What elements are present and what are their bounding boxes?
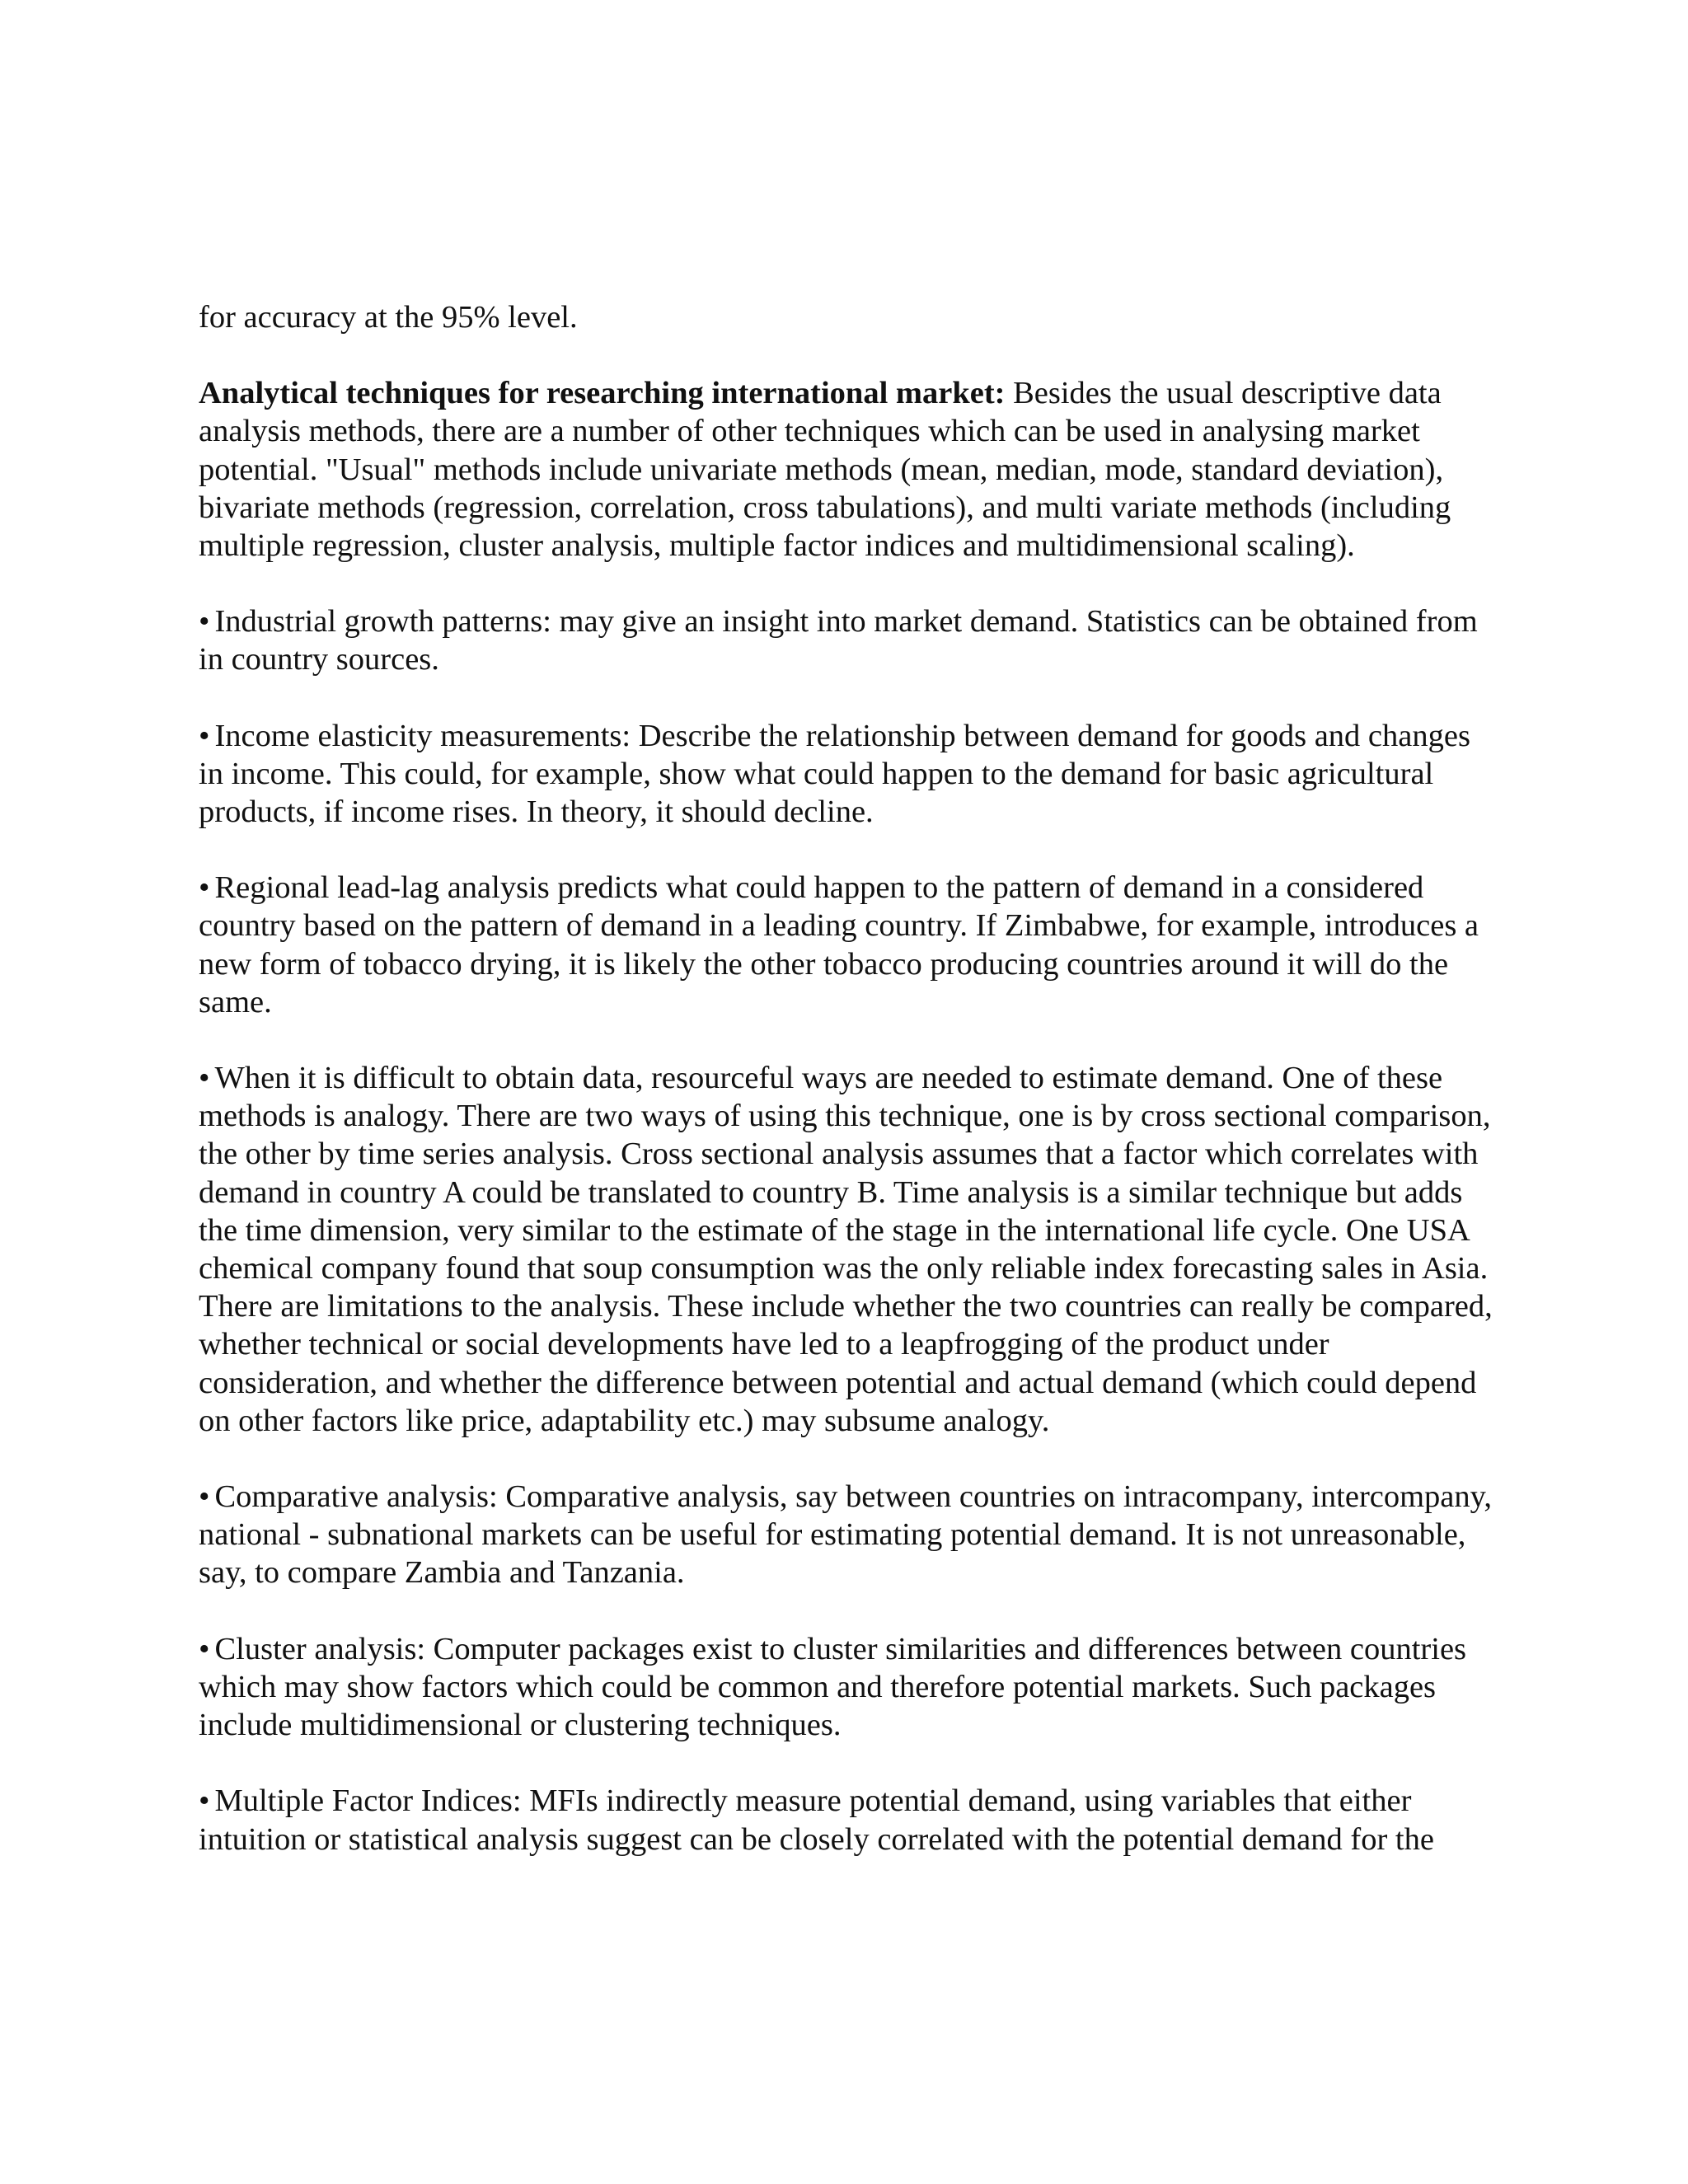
bullet-text: When it is difficult to obtain data, resourceful ways are needed to estimate demand. One of these methods is analogy. There are two ways of using this technique, one is by cross sectional comparison, the other by time series analysis. Cross sectional analysis assumes that a factor which correlates with demand in country A could be translated to country B. Time analysis is a similar technique but adds the time dimension, very similar to the estimate of the stage in the international life cycle. One USA chemical company found that soup consumption was the only reliable index forecasting sales in Asia. There are limitations to the analysis. These include whether the two countries can really be compared, whether technical or social developments have led to a leapfrogging of the product under consideration, and whether the difference between potential and actual demand (which could depend on other factors like price, adaptability etc.) may subsume analogy. bbox=[199, 1061, 1493, 1438]
intro-heading: Analytical techniques for researching international market: bbox=[199, 376, 1006, 411]
intro-paragraph bbox=[199, 374, 1493, 565]
bullet-multiple-factor-indices bbox=[199, 1782, 1493, 1858]
bullet-industrial-growth bbox=[199, 602, 1493, 678]
bullet-icon: • bbox=[199, 1631, 210, 1666]
bullet-comparative-analysis bbox=[199, 1478, 1493, 1592]
bullet-icon: • bbox=[199, 1479, 210, 1515]
bullet-text: Cluster analysis: Computer packages exist to cluster similarities and differences between countries which may show factors which could be common and therefore potential markets. Such packages include multidimensional or clustering techniques. bbox=[199, 1631, 1467, 1743]
bullet-text: Regional lead-lag analysis predicts what could happen to the pattern of demand in a considered country based on the pattern of demand in a leading country. If Zimbabwe, for example, introduces a new form of tobacco drying, it is likely the other tobacco producing countries around it will do the same. bbox=[199, 870, 1479, 1019]
bullet-analogy bbox=[199, 1059, 1493, 1440]
bullet-icon: • bbox=[199, 870, 210, 906]
bullet-cluster-analysis bbox=[199, 1630, 1493, 1745]
bullet-income-elasticity bbox=[199, 717, 1493, 832]
bullet-text: Multiple Factor Indices: MFIs indirectly measure potential demand, using variables that either intuition or statistical analysis suggest can be closely correlated with the potential demand for the bbox=[199, 1783, 1434, 1857]
bullet-icon: • bbox=[199, 1061, 210, 1096]
bullet-text: Comparative analysis: Comparative analysis, say between countries on intracompany, intercompany, national - subnational markets can be useful for estimating potential demand. It is not unreasonable, say, to compare Zambia and Tanzania. bbox=[199, 1479, 1493, 1591]
document-body bbox=[199, 298, 1493, 1896]
bullet-icon: • bbox=[199, 718, 210, 753]
bullet-text: Income elasticity measurements: Describe the relationship between demand for goods and changes in income. This could, for example, show what could happen to the demand for basic agricultural products, if income rises. In theory, it should decline. bbox=[199, 718, 1470, 830]
intro-text: Besides the usual descriptive data analysis methods, there are a number of other techniques which can be used in analysing market potential. "Usual" methods include univariate methods (mean, median, mode, standard deviation), bivariate methods (regression, correlation, cross tabulations), and multi variate methods (including multiple regression, cluster analysis, multiple factor indices and multidimensional scaling). bbox=[199, 376, 1451, 564]
bullet-icon: • bbox=[199, 604, 210, 640]
bullet-regional-lead-lag bbox=[199, 869, 1493, 1021]
lead-line: for accuracy at the 95% level. bbox=[199, 300, 578, 335]
bullet-text: Industrial growth patterns: may give an insight into market demand. Statistics can be obtained from in country sources. bbox=[199, 604, 1478, 677]
bullet-icon: • bbox=[199, 1783, 210, 1819]
